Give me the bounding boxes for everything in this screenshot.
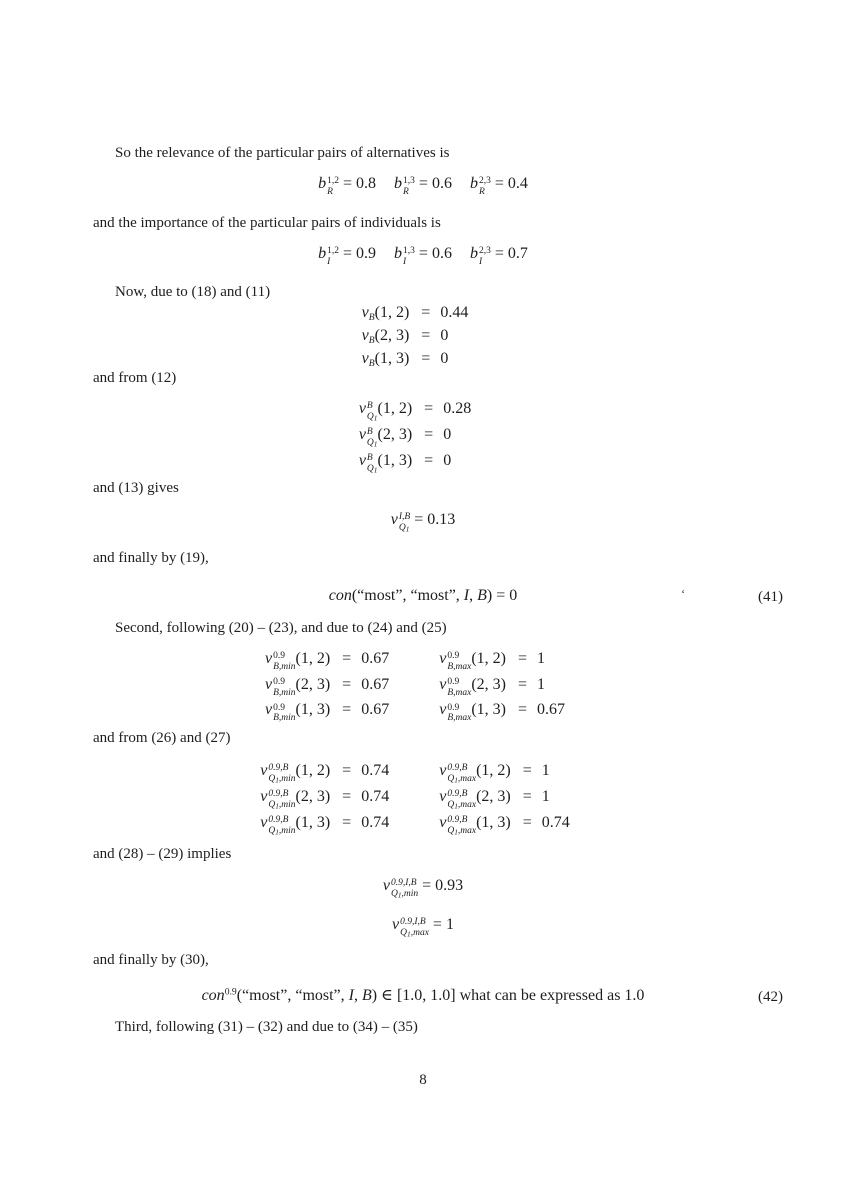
equation-row (359, 398, 487, 424)
equation-row (359, 424, 487, 450)
equals-sign: = (342, 650, 352, 667)
equation-row (260, 786, 586, 812)
column-gap (405, 786, 439, 812)
math-lhs: v 0.9 B,min (1, 2) (264, 650, 331, 672)
paragraph-finally-19: and finally by (19), (93, 550, 209, 566)
equation-row (362, 348, 485, 371)
equation-42 (93, 986, 783, 1006)
equals-sign: = (522, 813, 532, 831)
equation-41 (93, 586, 783, 606)
math-lhs: v 0.9 B,max (1, 3) (439, 701, 506, 724)
math-value: 0 (440, 349, 449, 367)
paragraph-third-following: Third, following (31) – (32) and due to (34) – (35) (115, 1019, 418, 1035)
math-lhs: v B Q1 (2, 3) (358, 425, 413, 449)
equation-vmax-formula: v 0.9,I,B Q1,max = 1 (392, 916, 454, 939)
column-gap (405, 674, 439, 700)
equation-row (265, 674, 581, 700)
paragraph-finally-30: and finally by (30), (93, 952, 209, 968)
equals-sign: = (421, 304, 431, 321)
equals-sign: = (342, 762, 352, 779)
paragraph-and-13-gives: and (13) gives (93, 480, 179, 496)
equals-sign: = (517, 701, 528, 719)
equation-row (260, 812, 586, 838)
column-gap (405, 812, 439, 838)
math-value: 0.28 (443, 400, 472, 417)
math-value: 0.67 (361, 701, 390, 719)
math-lhs: v 0.9 B,min (2, 3) (264, 675, 331, 698)
equation-41-formula: con(“most”, “most”, I, B) = 0 (328, 587, 518, 604)
math-value: 0.74 (361, 787, 390, 805)
math-lhs: v 0.9 B,max (2, 3) (439, 675, 506, 698)
equals-sign: = (517, 675, 528, 693)
column-gap (405, 699, 439, 725)
equation-row (362, 325, 485, 348)
equation-number-41: (41) (758, 589, 783, 605)
column-gap (405, 648, 439, 674)
math-lhs: v 0.9,B Q1,min (1, 3) (260, 813, 331, 836)
equation-block-vQ1-minmax (93, 760, 783, 837)
equals-sign: = (342, 701, 352, 719)
math-lhs: v 0.9,B Q1,max (1, 2) (439, 762, 511, 785)
equals-sign: = (421, 326, 431, 344)
page-content (93, 144, 783, 1144)
equals-sign: = (424, 451, 434, 469)
equation-bI-formula: b 1,2 I = 0.9 b 1,3 I = 0.6 b 2,3 I = 0.7 (318, 245, 528, 267)
equals-sign: = (522, 787, 532, 805)
paragraph-and-from-26-27: and from (26) and (27) (93, 730, 231, 746)
paragraph-and-from-12: and from (12) (93, 370, 177, 386)
math-lhs: v 0.9,B Q1,min (1, 2) (260, 762, 331, 785)
paragraph-importance-intro: and the importance of the particular pairs of individuals is (93, 215, 441, 231)
math-value: 0 (443, 451, 452, 469)
equation-vmin-formula: v 0.9,I,B Q1,min = 0.93 (382, 877, 464, 900)
equation-bR (93, 174, 783, 198)
math-value: 0.74 (541, 813, 570, 831)
paragraph-28-29-implies: and (28) – (29) implies (93, 846, 232, 862)
equation-row (265, 699, 581, 725)
equals-sign: = (342, 675, 352, 693)
paragraph-relevance-intro: So the relevance of the particular pairs of alternatives is (115, 145, 450, 161)
math-lhs: vB(1, 2) (361, 304, 410, 323)
scan-artifact-mark: ‘ (681, 586, 686, 601)
math-value: 0.74 (361, 813, 390, 831)
equation-bR-formula: b 1,2 R = 0.8 b 1,3 R = 0.6 b 2,3 R = 0.4 (318, 175, 528, 197)
equation-block-vB (93, 302, 783, 371)
equation-vmax (93, 915, 783, 939)
math-lhs: v B Q1 (1, 2) (358, 400, 413, 423)
column-gap (405, 760, 439, 786)
equation-block-vQB (93, 398, 783, 475)
equals-sign: = (424, 425, 434, 443)
math-value: 0.74 (361, 762, 390, 779)
math-value: 0.44 (440, 304, 469, 321)
equation-vIB (93, 510, 783, 534)
math-value: 1 (537, 650, 546, 667)
math-value: 0.67 (361, 650, 390, 667)
math-lhs: vB(2, 3) (361, 326, 410, 346)
math-value: 0.67 (361, 675, 390, 693)
equation-row (362, 302, 485, 325)
equals-sign: = (421, 349, 431, 367)
equation-block-vB-minmax (93, 648, 783, 725)
math-value: 0 (443, 425, 452, 443)
math-value: 0 (440, 326, 449, 344)
equation-number-42: (42) (758, 989, 783, 1005)
equation-vIB-formula: v I,B Q1 = 0.13 (390, 511, 456, 534)
equals-sign: = (424, 400, 434, 417)
equation-row (265, 648, 581, 674)
equals-sign: = (342, 787, 352, 805)
math-lhs: v B Q1 (1, 3) (358, 451, 413, 474)
equation-row (359, 450, 487, 476)
equals-sign: = (522, 762, 532, 779)
equation-42-formula: con$^{0.9}$(“most”, “most”, I, B) ∈ [1.0, 1.0] what can be expressed as 1.0 (201, 986, 645, 1004)
math-lhs: v 0.9 B,max (1, 2) (439, 650, 506, 672)
math-value: 1 (541, 787, 550, 805)
paragraph-second-following: Second, following (20) – (23), and due to (24) and (25) (115, 620, 447, 636)
math-lhs: v 0.9,B Q1,max (1, 3) (439, 813, 511, 836)
equation-row (260, 760, 586, 786)
math-value: 1 (537, 675, 546, 693)
page-number: 8 (419, 1072, 427, 1088)
math-lhs: v 0.9,B Q1,max (2, 3) (439, 787, 511, 811)
equation-vmin (93, 876, 783, 900)
math-lhs: v 0.9 B,min (1, 3) (264, 701, 331, 724)
equals-sign: = (342, 813, 352, 831)
math-lhs: vB(1, 3) (361, 349, 410, 369)
math-lhs: v 0.9,B Q1,min (2, 3) (260, 787, 331, 811)
math-value: 0.67 (537, 701, 566, 719)
math-value: 1 (541, 762, 550, 779)
equals-sign: = (517, 650, 528, 667)
equation-bI (93, 244, 783, 268)
paragraph-now-due: Now, due to (18) and (11) (115, 284, 271, 300)
